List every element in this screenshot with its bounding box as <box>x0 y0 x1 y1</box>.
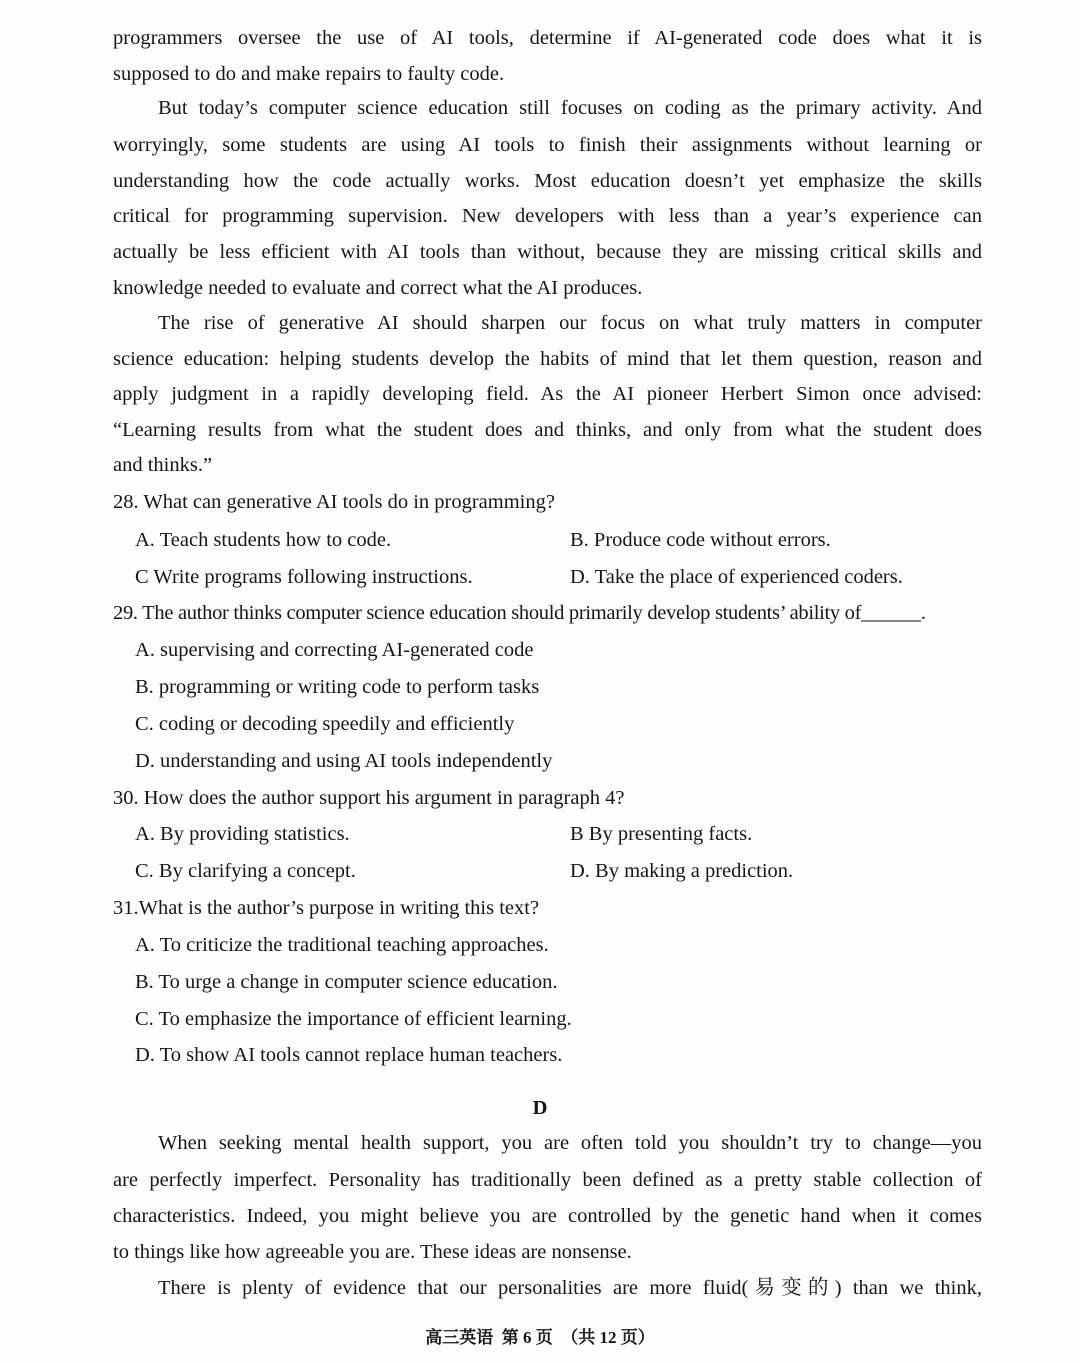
question-31-option-a: A. To criticize the traditional teaching approaches. <box>135 934 549 956</box>
text-line: supposed to do and make repairs to faulty code. <box>113 63 505 85</box>
question-29-option-d: D. understanding and using AI tools independently <box>135 750 553 772</box>
text-line: apply judgment in a rapidly developing field. As the AI pioneer Herbert Simon once advised: <box>113 383 982 405</box>
question-31-option-b: B. To urge a change in computer science education. <box>135 971 558 993</box>
text-line: The rise of generative AI should sharpen our focus on what truly matters in computer <box>158 312 982 334</box>
question-28-option-d: D. Take the place of experienced coders. <box>570 566 903 588</box>
question-31-option-c: C. To emphasize the importance of efficient learning. <box>135 1008 572 1030</box>
question-30-option-c: C. By clarifying a concept. <box>135 860 356 882</box>
text-line: critical for programming supervision. New developers with less than a year’s experience can <box>113 205 982 227</box>
question-30-option-d: D. By making a prediction. <box>570 860 794 882</box>
question-29-option-c: C. coding or decoding speedily and efficiently <box>135 713 515 735</box>
text-line: worryingly, some students are using AI tools to finish their assignments without learning or <box>113 134 982 156</box>
text-line: science education: helping students develop the habits of mind that let them question, reason and <box>113 348 982 370</box>
question-28-option-b: B. Produce code without errors. <box>570 529 831 551</box>
text-line: understanding how the code actually works. Most education doesn’t yet emphasize the skills <box>113 170 982 192</box>
question-30-stem: 30. How does the author support his argument in paragraph 4? <box>113 787 625 809</box>
text-line: are perfectly imperfect. Personality has traditionally been defined as a pretty stable collection of <box>113 1169 982 1191</box>
question-30-option-b: B By presenting facts. <box>570 823 753 845</box>
text-line: “Learning results from what the student does and thinks, and only from what the student does <box>113 419 982 441</box>
text-line: actually be less efficient with AI tools than without, because they are missing critical skills and <box>113 241 982 263</box>
question-28-option-c: C Write programs following instructions. <box>135 566 473 588</box>
text-line: and thinks.” <box>113 454 213 476</box>
text-line: characteristics. Indeed, you might believe you are controlled by the genetic hand when it comes <box>113 1205 982 1227</box>
question-31-stem: 31.What is the author’s purpose in writing this text? <box>113 897 540 919</box>
text-line: When seeking mental health support, you are often told you shouldn’t try to change—you <box>158 1132 982 1154</box>
question-28-option-a: A. Teach students how to code. <box>135 529 392 551</box>
question-30-option-a: A. By providing statistics. <box>135 823 350 845</box>
text-line: to things like how agreeable you are. These ideas are nonsense. <box>113 1241 632 1263</box>
question-31-option-d: D. To show AI tools cannot replace human teachers. <box>135 1044 563 1066</box>
text-line: knowledge needed to evaluate and correct what the AI produces. <box>113 277 643 299</box>
question-28-stem: 28. What can generative AI tools do in programming? <box>113 491 555 513</box>
text-line: There is plenty of evidence that our personalities are more fluid(易变的) than we think, <box>158 1277 982 1299</box>
question-29-stem: 29. The author thinks computer science education should primarily develop students’ ability of______. <box>113 602 926 624</box>
text-line: programmers oversee the use of AI tools, determine if AI-generated code does what it is <box>113 27 982 49</box>
question-29-option-b: B. programming or writing code to perform tasks <box>135 676 540 698</box>
text-line: But today’s computer science education still focuses on coding as the primary activity. And <box>158 97 982 119</box>
page-footer: 高三英语 第 6 页 （共 12 页） <box>425 1328 655 1347</box>
section-heading: D <box>532 1097 548 1119</box>
question-29-option-a: A. supervising and correcting AI-generated code <box>135 639 534 661</box>
